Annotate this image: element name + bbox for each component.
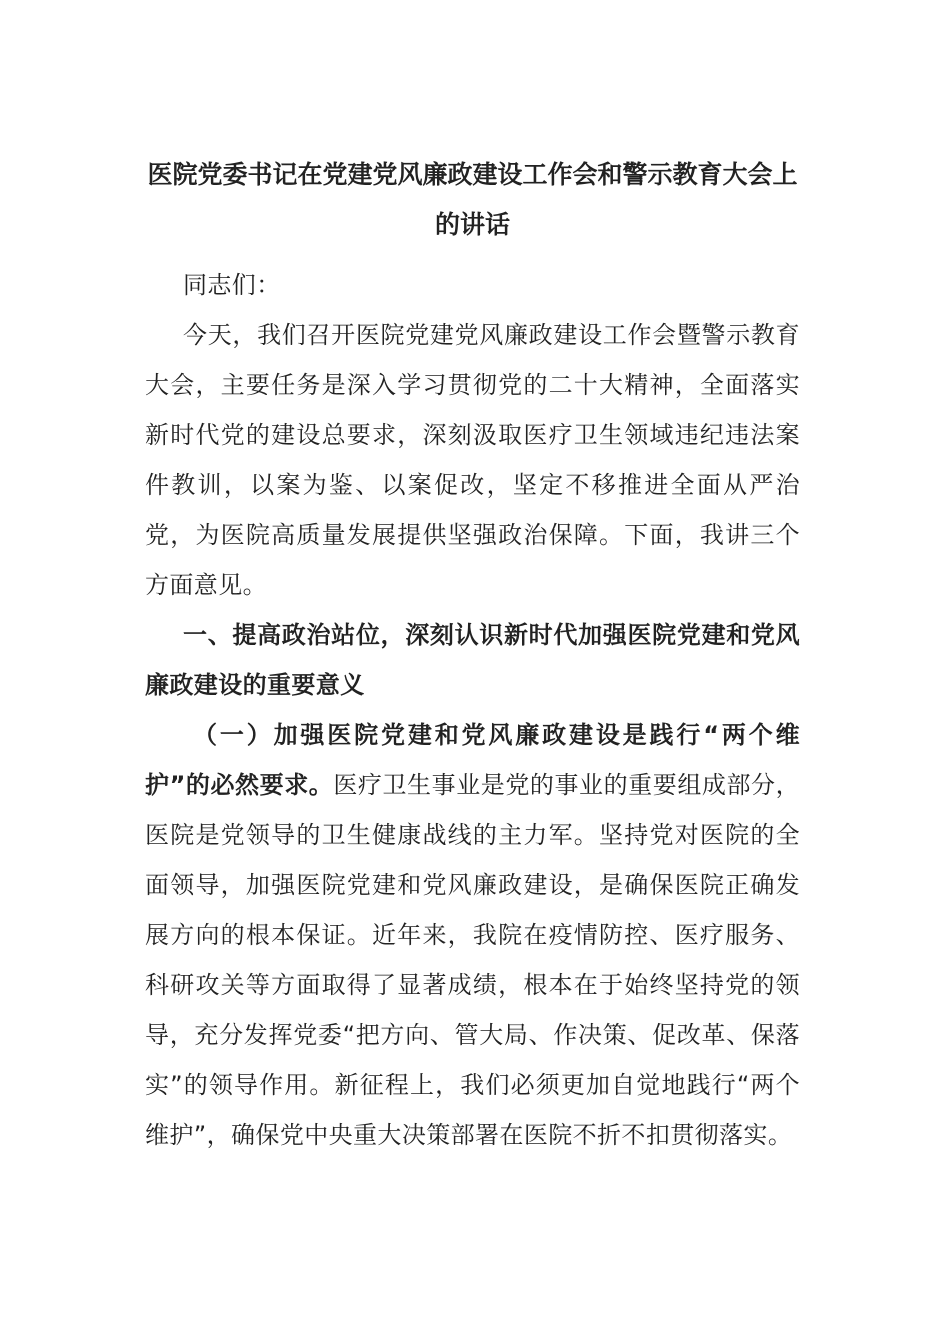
section-heading-1: 一、提高政治站位，深刻认识新时代加强医院党建和党风廉政建设的重要意义 — [145, 621, 800, 699]
document-body — [145, 150, 800, 1160]
subsection-text-1: 医疗卫生事业是党的事业的重要组成部分，医院是党领导的卫生健康战线的主力军。坚持党对医院的全面领导，加强医院党建和党风廉政建设，是确保医院正确发展方向的根本保证。近年来，我院在疫情防控、医疗服务、科研攻关等方面取得了显著成绩，根本在于始终坚持党的领导，充分发挥党委“把方向、管大局、作决策、促改革、保落实”的领导作用。新征程上，我们必须更加自觉地践行“两个维护”，确保党中央重大决策部署在医院不折不扣贯彻落实。 — [145, 771, 800, 1149]
document-title: 医院党委书记在党建党风廉政建设工作会和警示教育大会上的讲话 — [147, 160, 798, 239]
subsection-heading-1: （一）加强医院党建和党风廉政建设是践行“两个维护”的必然要求。 — [145, 721, 800, 799]
salutation: 同志们： — [183, 271, 281, 299]
intro-paragraph: 今天，我们召开医院党建党风廉政建设工作会暨警示教育大会，主要任务是深入学习贯彻党的二十大精神，全面落实新时代党的建设总要求，深刻汲取医疗卫生领域违纪违法案件教训，以案为鉴、以案促改，坚定不移推进全面从严治党，为医院高质量发展提供坚强政治保障。下面，我讲三个方面意见。 — [145, 321, 800, 599]
subsection-paragraph-1 — [145, 710, 800, 1160]
